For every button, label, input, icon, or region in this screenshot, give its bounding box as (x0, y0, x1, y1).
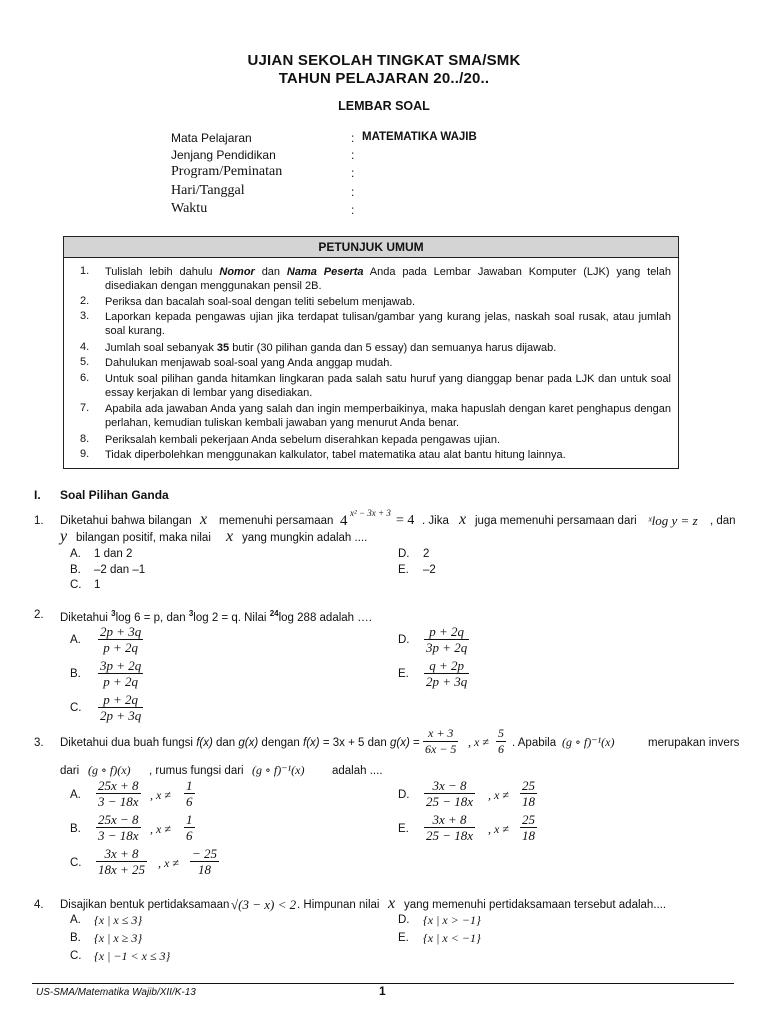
rule-text: Jumlah soal sebanyak 35 butir (30 pilihan ganda dan 5 essay) dan semuanya harus dijawab. (105, 342, 557, 354)
question-text: yang mungkin adalah .... (242, 532, 368, 544)
exam-title: UJIAN SEKOLAH TINGKAT SMA/SMK (247, 52, 521, 69)
rule-text: Laporkan kepada pengawas ujian jika terdapat tulisan/gambar yang kurang jelas, naskah soal rusak, atau jumlah soal kurang. (105, 311, 671, 337)
section-title: Soal Pilihan Ganda (60, 488, 169, 502)
info-label-time: Waktu (171, 201, 208, 216)
question-text: , rumus fungsi dari (149, 765, 244, 777)
option-letter: E. (398, 823, 409, 835)
option-letter: E. (398, 668, 409, 680)
question-text: memenuhi persamaan (219, 515, 334, 527)
option-letter: C. (70, 579, 82, 591)
rule-number: 2. (80, 295, 90, 307)
option-letter: D. (398, 548, 410, 560)
math-expression: , x ≠ (488, 788, 509, 802)
rule-number: 7. (80, 402, 90, 414)
question-text: juga memenuhi persamaan dari (475, 515, 637, 527)
math-expression: (g ∘ f)⁻¹(x) (252, 763, 305, 777)
question-text: Diketahui dua buah fungsi f(x) dan g(x) dengan f(x) = 3x + 5 dan g(x) = (60, 737, 420, 749)
rule-number: 6. (80, 372, 90, 384)
math-variable: x (459, 511, 467, 528)
option-letter: E. (398, 564, 409, 576)
math-expression: ˣlog y = z (648, 513, 698, 528)
question-text: . Himpunan nilai (297, 899, 380, 911)
option-fraction: $\frac{q + 2p}{2p + 3q}$ (426, 658, 468, 689)
question-text: merupakan invers (648, 737, 740, 749)
option-text: 1 (94, 579, 101, 591)
condition-fraction: $\frac{25}{18}$ (522, 812, 535, 843)
info-colon: : (351, 131, 355, 145)
math-variable: x (200, 511, 208, 528)
math-expression: √(3 − x) < 2 (231, 897, 297, 912)
rule-text: Untuk soal pilihan ganda hitamkan lingkaran pada salah satu huruf yang dianggap benar pada LJK dan untuk soal essay kerjakan di lembar yang disediakan. (105, 373, 671, 399)
academic-year: TAHUN PELAJARAN 20../20.. (278, 70, 490, 87)
math-expression: = 4 (396, 513, 415, 528)
option-letter: D. (398, 914, 410, 926)
info-colon: : (351, 185, 355, 199)
option-text: –2 dan –1 (94, 564, 146, 576)
info-colon: : (351, 148, 355, 162)
question-text: adalah .... (332, 765, 383, 777)
math-variable: x (226, 528, 234, 545)
option-fraction: $\frac{3x + 8}{18x + 25}$ (98, 846, 146, 877)
instructions-heading: PETUNJUK UMUM (64, 237, 678, 258)
option-letter: D. (398, 789, 410, 801)
info-colon: : (351, 166, 355, 180)
rule-text: Apabila ada jawaban Anda yang salah dan ingin memperbaikinya, maka hapuslah dengan karet penghapus dengan perlahan, kemudian tuliskan kembali jawaban yang menurut Anda benar. (105, 403, 671, 429)
question-number: 3. (34, 737, 44, 749)
math-exponent: x² − 3x + 3 (350, 508, 391, 518)
option-letter: E. (398, 932, 409, 944)
question-text: , dan (710, 515, 736, 527)
option-fraction: $\frac{3x - 8}{25 - 18x}$ (426, 778, 474, 809)
math-expression: , x ≠ (150, 822, 171, 836)
question-text: . Apabila (512, 737, 557, 749)
option-fraction: $\frac{25x + 8}{3 - 18x}$ (98, 778, 139, 809)
math-expression: (g ∘ f)⁻¹(x) (562, 735, 615, 749)
math-expression: , x ≠ (488, 822, 509, 836)
option-set: {x | x > −1} (423, 913, 481, 927)
math-expression: , x ≠ (150, 788, 171, 802)
option-letter: B. (70, 932, 81, 944)
math-expression: 4 (340, 513, 348, 529)
rule-text: Tidak diperbolehkan menggunakan kalkulator, tabel matematika atau alat bantu hitung lainnya. (105, 449, 566, 461)
rule-number: 8. (80, 433, 90, 445)
rule-number: 5. (80, 356, 90, 368)
condition-fraction: $\frac{25}{18}$ (522, 778, 535, 809)
option-text: –2 (423, 564, 436, 576)
option-letter: D. (398, 634, 410, 646)
function-fraction: $\frac{x + 3}{6x - 5}$ (425, 726, 457, 756)
option-letter: A. (70, 789, 81, 801)
question-text: bilangan positif, maka nilai (76, 532, 211, 544)
question-text: dari (60, 765, 80, 777)
option-set: {x | x ≥ 3} (94, 931, 143, 945)
info-label-date: Hari/Tanggal (171, 183, 245, 198)
info-label-level: Jenjang Pendidikan (171, 148, 276, 162)
question-number: 1. (34, 515, 44, 527)
math-variable: x (388, 895, 396, 912)
rule-number: 3. (80, 310, 90, 322)
option-fraction: $\frac{p + 2q}{2p + 3q}$ (100, 692, 142, 723)
info-label-subject: Mata Pelajaran (171, 131, 252, 145)
condition-fraction: $\frac{- 25}{18}$ (192, 846, 218, 877)
question-text: Diketahui bahwa bilangan (60, 515, 192, 527)
option-fraction: $\frac{p + 2q}{3p + 2q}$ (426, 624, 468, 655)
condition-fraction: $\frac{5}{6}$ (498, 726, 504, 756)
section-number: I. (34, 488, 41, 502)
option-set: {x | −1 < x ≤ 3} (94, 949, 171, 963)
condition-fraction: $\frac{1}{6}$ (186, 812, 193, 843)
rule-text: Dahulukan menjawab soal-soal yang Anda anggap mudah. (105, 357, 393, 369)
rule-number: 4. (80, 341, 90, 353)
option-letter: C. (70, 950, 82, 962)
rule-text: Tulislah lebih dahulu Nomor dan Nama Peserta Anda pada Lembar Jawaban Komputer (LJK) yang telah disediakan dengan menggunakan pensil 2B. (105, 266, 671, 292)
math-variable: y (60, 528, 68, 545)
info-label-program: Program/Peminatan (171, 164, 283, 179)
math-expression: (g ∘ f)(x) (88, 763, 131, 777)
rule-number: 1. (80, 265, 90, 277)
option-fraction: $\frac{3p + 2q}{p + 2q}$ (100, 658, 142, 689)
rule-text: Periksa dan bacalah soal-soal dengan teliti sebelum menjawab. (105, 296, 416, 308)
info-colon: : (351, 203, 355, 217)
footer-code: US-SMA/Matematika Wajib/XII/K-13 (36, 987, 196, 998)
question-number: 4. (34, 899, 44, 911)
math-expression: , x ≠ (468, 735, 489, 749)
question-text: yang memenuhi pertidaksamaan tersebut adalah.... (404, 899, 667, 911)
option-letter: C. (70, 702, 82, 714)
question-text: Diketahui $^3$log 6 = p, dan $^3$log 2 = q. Nilai $^{24}$log 288 adalah …. (60, 609, 372, 624)
option-set: {x | x ≤ 3} (94, 913, 143, 927)
question-number: 2. (34, 609, 44, 621)
option-letter: B. (70, 823, 81, 835)
rule-text: Periksalah kembali pekerjaan Anda sebelum diserahkan kepada pengawas ujian. (105, 434, 501, 446)
sheet-title: LEMBAR SOAL (338, 99, 430, 113)
info-value-subject: MATEMATIKA WAJIB (362, 131, 477, 143)
math-expression: , x ≠ (158, 856, 179, 870)
option-letter: A. (70, 548, 81, 560)
option-fraction: $\frac{25x - 8}{3 - 18x}$ (98, 812, 139, 843)
condition-fraction: $\frac{1}{6}$ (186, 778, 193, 809)
option-fraction: $\frac{2p + 3q}{p + 2q}$ (100, 624, 142, 655)
option-letter: B. (70, 564, 81, 576)
question-text: . Jika (422, 515, 449, 527)
option-set: {x | x < −1} (423, 931, 481, 945)
option-text: 1 dan 2 (94, 548, 133, 560)
option-letter: A. (70, 914, 81, 926)
rule-number: 9. (80, 448, 90, 460)
option-text: 2 (423, 548, 430, 560)
question-text: Disajikan bentuk pertidaksamaan (60, 899, 230, 911)
option-letter: C. (70, 857, 82, 869)
option-letter: A. (70, 634, 81, 646)
option-fraction: $\frac{3x + 8}{25 - 18x}$ (426, 812, 474, 843)
page-number: 1 (379, 984, 386, 998)
option-letter: B. (70, 668, 81, 680)
